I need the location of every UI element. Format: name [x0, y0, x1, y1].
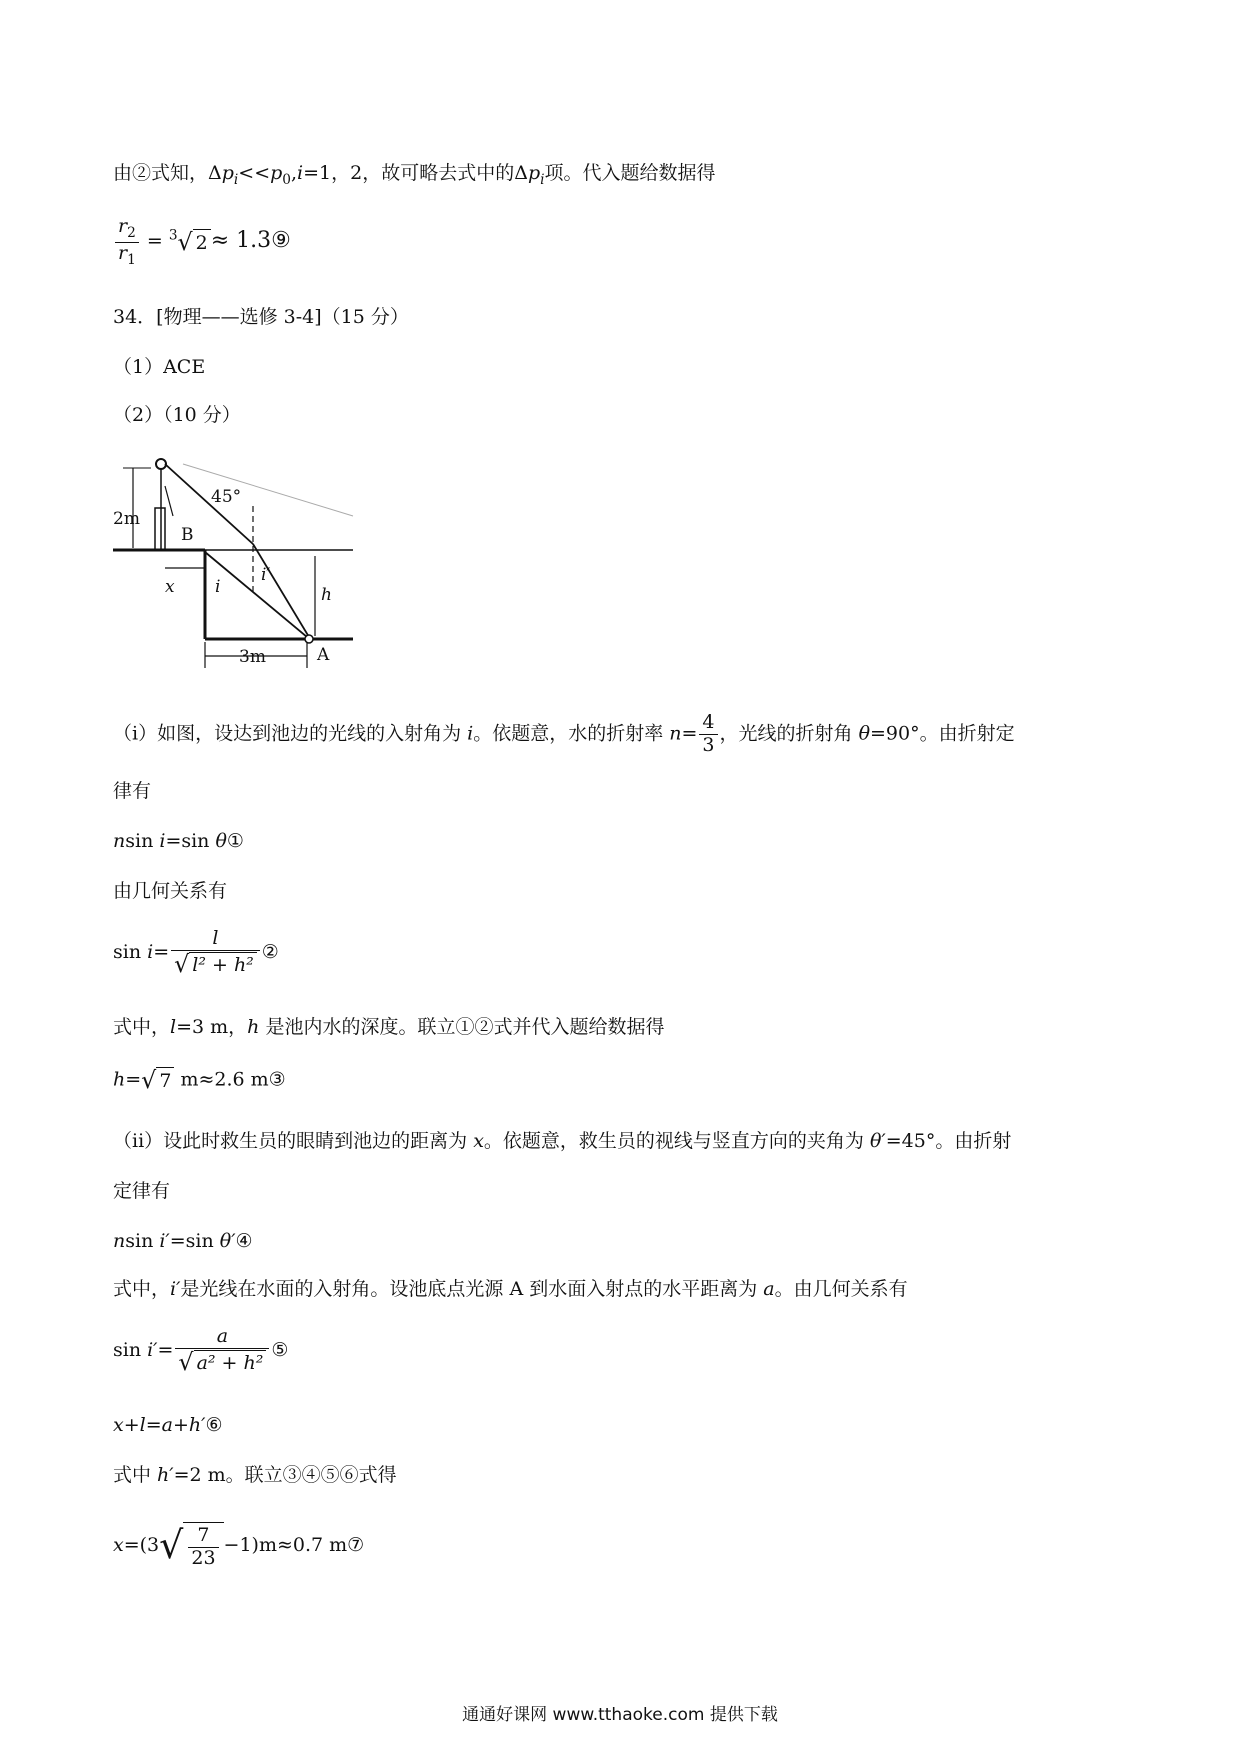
label-B: B: [181, 525, 194, 545]
text-geometry-1: 由几何关系有: [113, 880, 228, 902]
text-continue-1: 律有: [113, 780, 152, 802]
text-part-i: （i）如图，设达到池边的光线的入射角为 i。依题意，水的折射率 n= $\frac{4}{3}$ ，光线的折射角 θ=90°。由折射定: [113, 711, 1015, 756]
footer: 通通好课网 www.tthaoke.com 提供下载: [462, 1705, 778, 1725]
equation-4: nsin i′=sin θ′④: [113, 1230, 253, 1252]
label-45: 45°: [211, 487, 242, 507]
text-where-3: 式中 h′=2 m。联立③④⑤⑥式得: [113, 1464, 397, 1486]
text-line-1: 由②式知，$\Delta p_i<<p_0,i=1$，2，故可略去式中的$\Delta p_i$项。代入题给数据得: [113, 162, 716, 188]
label-i: i: [215, 577, 221, 597]
pool-diagram: [113, 456, 373, 686]
label-i-prime: i′: [261, 565, 271, 585]
label-h: h: [321, 585, 332, 605]
label-A: A: [317, 645, 330, 665]
equation-6: x+l=a+h′⑥: [113, 1414, 223, 1436]
equation-3: h=√ 7 m≈2.6 m③: [113, 1066, 286, 1094]
equation-2: sin i= $\frac{l}{\text{√ l² + h²}}$ ②: [113, 927, 279, 978]
text-where-2: 式中，i′是光线在水面的入射角。设池底点光源 A 到水面入射点的水平距离为 a。由几何关系有: [113, 1278, 908, 1300]
text-part-ii: （ii）设此时救生员的眼睛到池边的距离为 x。依题意，救生员的视线与竖直方向的夹角为 θ′=45°。由折射: [113, 1130, 1012, 1152]
equation-1: nsin i=sin θ①: [113, 830, 244, 852]
equation-5: sin i′= $\frac{a}{\text{√ a² + h²}}$ ⑤: [113, 1325, 289, 1376]
equation-9: $\frac{r_2}{r_1}$ = $^3$√ 2 ≈ 1.3⑨: [113, 216, 291, 268]
section-heading: 34．[物理——选修 3-4]（15 分）: [113, 306, 409, 328]
answer-2-heading: （2）（10 分）: [113, 404, 241, 426]
text-where-1: 式中，l=3 m，h 是池内水的深度。联立①②式并代入题给数据得: [113, 1016, 665, 1038]
text-continue-2: 定律有: [113, 1180, 171, 1202]
equation-7: x=(3√ $\frac{7}{23}$ −1)m≈0.7 m⑦: [113, 1523, 365, 1569]
label-x: x: [165, 577, 175, 597]
label-3m: 3m: [239, 647, 266, 667]
label-2m: 2m: [113, 509, 140, 529]
answer-1: （1）ACE: [113, 356, 206, 378]
